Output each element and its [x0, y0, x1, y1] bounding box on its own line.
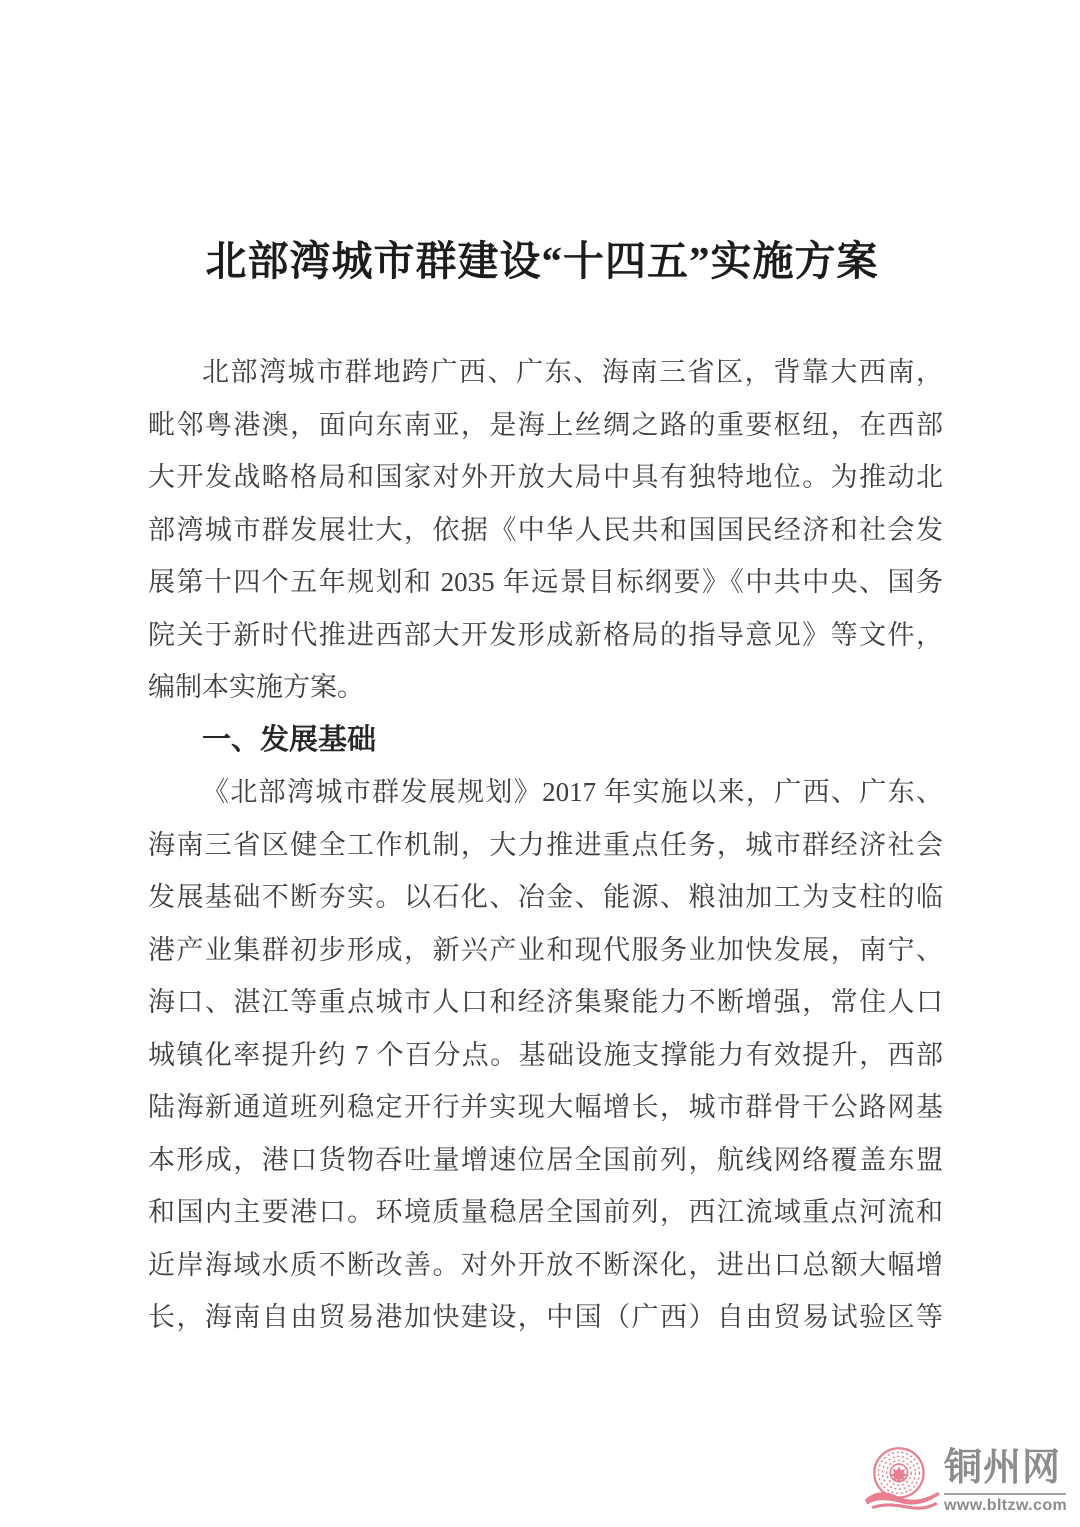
text-line: 海南三省区健全工作机制，大力推进重点任务，城市群经济社会 [148, 829, 943, 860]
text-line: 展第十四个五年规划和 2035 年远景目标纲要》《中共中央、国务 [148, 567, 943, 597]
text-line: 和国内主要港口。环境质量稳居全国前列，西江流域重点河流和 [148, 1197, 943, 1227]
text-line: 编制本实施方案。 [148, 672, 364, 702]
text-line: 本形成，港口货物吞吐量增速位居全国前列，航线网络覆盖东盟 [148, 1144, 943, 1175]
text-line: 海口、湛江等重点城市人口和经济集聚能力不断增强，常住人口 [148, 987, 943, 1017]
bronze-drum-wave-icon [862, 1446, 942, 1512]
watermark-text [944, 1446, 1066, 1515]
watermark-site-url: www.bltzw.com [944, 1497, 1068, 1514]
text-line: 城镇化率提升约 7 个百分点。基础设施支撑能力有效提升，西部 [148, 1039, 943, 1070]
text-line: 《北部湾城市群发展规划》2017 年实施以来，广西、广东、 [202, 777, 943, 807]
document-title: 北部湾城市群建设“十四五”实施方案 [205, 238, 879, 284]
document-body [148, 346, 943, 1344]
section-heading: 一、发展基础 [202, 723, 377, 756]
watermark-site-name: 铜州网 [944, 1446, 1066, 1495]
text-line: 陆海新通道班列稳定开行并实现大幅增长，城市群骨干公路网基 [148, 1092, 943, 1122]
text-line: 发展基础不断夯实。以石化、冶金、能源、粮油加工为支柱的临 [148, 882, 943, 912]
site-watermark [862, 1446, 1066, 1515]
text-line: 港产业集群初步形成，新兴产业和现代服务业加快发展，南宁、 [148, 934, 943, 965]
text-line: 北部湾城市群地跨广西、广东、海南三省区，背靠大西南， [202, 357, 943, 387]
text-line: 长，海南自由贸易港加快建设，中国（广西）自由贸易试验区等 [148, 1302, 943, 1332]
text-line: 院关于新时代推进西部大开发形成新格局的指导意见》等文件， [148, 619, 943, 650]
text-line: 近岸海域水质不断改善。对外开放不断深化，进出口总额大幅增 [148, 1249, 943, 1280]
text-line: 大开发战略格局和国家对外开放大局中具有独特地位。为推动北 [148, 462, 943, 492]
text-line: 部湾城市群发展壮大，依据《中华人民共和国国民经济和社会发 [148, 514, 943, 545]
text-line: 毗邻粤港澳，面向东南亚，是海上丝绸之路的重要枢纽，在西部 [148, 409, 943, 440]
